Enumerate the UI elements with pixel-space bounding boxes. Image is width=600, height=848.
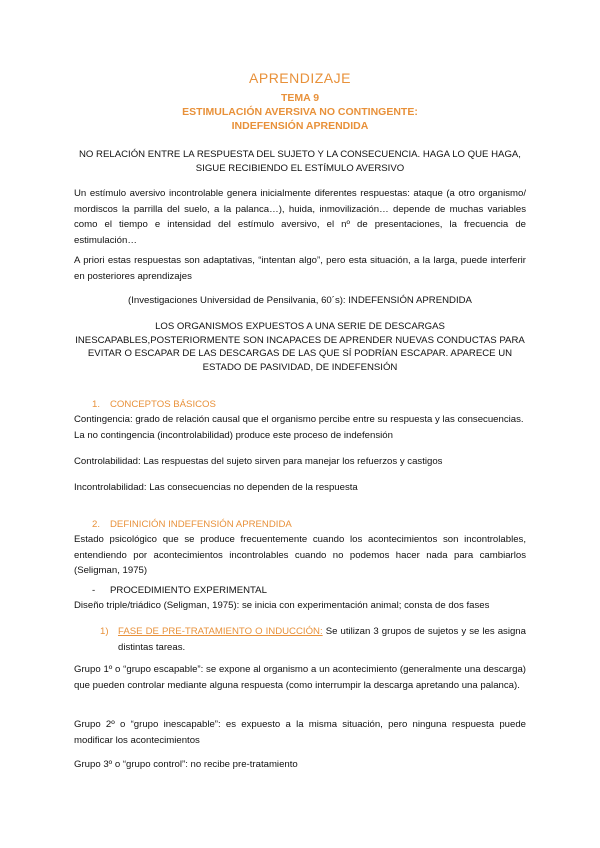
section-1-heading bbox=[92, 399, 216, 410]
fase-number: 1) bbox=[100, 626, 109, 637]
subtitle-line-1: ESTIMULACIÓN AVERSIVA NO CONTINGENTE: bbox=[182, 106, 418, 118]
subtitle-line-2: INDEFENSIÓN APRENDIDA bbox=[231, 120, 369, 132]
tema-label: TEMA 9 bbox=[280, 92, 320, 104]
grupo-2-text: Grupo 2º o “grupo inescapable”: es expuesto a la misma situación, pero ninguna respuesta puede modificar los acontecimientos bbox=[74, 719, 526, 746]
section-2-number: 2. bbox=[92, 519, 101, 530]
section-1-title: CONCEPTOS BÁSICOS bbox=[110, 399, 216, 410]
diseno-text: Diseño triple/triádico (Seligman, 1975): se inicia con experimentación animal; consta de dos fases bbox=[74, 600, 490, 611]
definicion-text: Estado psicológico que se produce frecuentemente cuando los acontecimientos son incontrolables, entendiendo por acontecimientos incontrolables cuando no podemos hacer nada para cambiarlos (Seligman, 1975) bbox=[74, 534, 526, 576]
document-subtitle bbox=[0, 91, 600, 133]
procedimiento-heading bbox=[92, 585, 267, 596]
caps-block: LOS ORGANISMOS EXPUESTOS A UNA SERIE DE DESCARGAS INESCAPABLES,POSTERIORMENTE SON INCAPACES DE APRENDER NUEVAS CONDUCTAS PARA EVITAR O ESCAPAR DE LAS DESCARGAS DE LAS QUE SÍ PODRÍAN ESCAPAR. APARECE UN ESTADO DE PASIVIDAD, DE INDEFENSIÓN bbox=[75, 321, 525, 373]
paragraph-1: Un estímulo aversivo incontrolable genera inicialmente diferentes respuestas: ataque (a otro organismo/ mordiscos la parrilla del suelo, a la palanca…), huida, inmovilización… depende de muchas variables como el tiempo e intensidad del estímulo aversivo, el nº de presentaciones, la frecuencia de estimulación… bbox=[74, 188, 526, 246]
contingencia-text: Contingencia: grado de relación causal que el organismo percibe entre su respuesta y las consecuencias. La no contingencia (incontrolabilidad) produce este proceso de indefensión bbox=[74, 414, 524, 441]
procedimiento-bullet: - bbox=[92, 585, 96, 596]
paragraph-2: A priori estas respuestas son adaptativas, “intentan algo”, pero esta situación, a la larga, puede interferir en posteriores aprendizajes bbox=[74, 255, 526, 282]
procedimiento-title: PROCEDIMIENTO EXPERIMENTAL bbox=[110, 585, 267, 596]
grupo-3-text: Grupo 3º o “grupo control”: no recibe pre-tratamiento bbox=[74, 759, 298, 770]
section-2-heading bbox=[92, 519, 292, 530]
fase-text: Se utilizan 3 grupos de sujetos y se les asigna distintas tareas. bbox=[118, 626, 526, 653]
fase-paragraph bbox=[100, 624, 526, 655]
grupo-1-text: Grupo 1º o “grupo escapable”: se expone al organismo a un acontecimiento (generalmente una descarga) que pueden controlar mediante alguna respuesta (como interrumpir la descarga apretando una palanca). bbox=[74, 664, 526, 691]
incontrolabilidad-text: Incontrolabilidad: Las consecuencias no dependen de la respuesta bbox=[74, 482, 358, 493]
document-title: APRENDIZAJE bbox=[249, 70, 351, 86]
controlabilidad-text: Controlabilidad: Las respuestas del sujeto sirven para manejar los refuerzos y castigos bbox=[74, 456, 443, 467]
section-1-number: 1. bbox=[92, 399, 101, 410]
fase-title: FASE DE PRE-TRATAMIENTO O INDUCCIÓN: bbox=[118, 626, 323, 637]
reference-line: (Investigaciones Universidad de Pensilvania, 60´s): INDEFENSIÓN APRENDIDA bbox=[128, 295, 472, 306]
intro-caps: NO RELACIÓN ENTRE LA RESPUESTA DEL SUJETO Y LA CONSECUENCIA. HAGA LO QUE HAGA, SIGUE RECIBIENDO EL ESTÍMULO AVERSIVO bbox=[79, 149, 521, 174]
section-2-title: DEFINICIÓN INDEFENSIÓN APRENDIDA bbox=[110, 519, 292, 530]
